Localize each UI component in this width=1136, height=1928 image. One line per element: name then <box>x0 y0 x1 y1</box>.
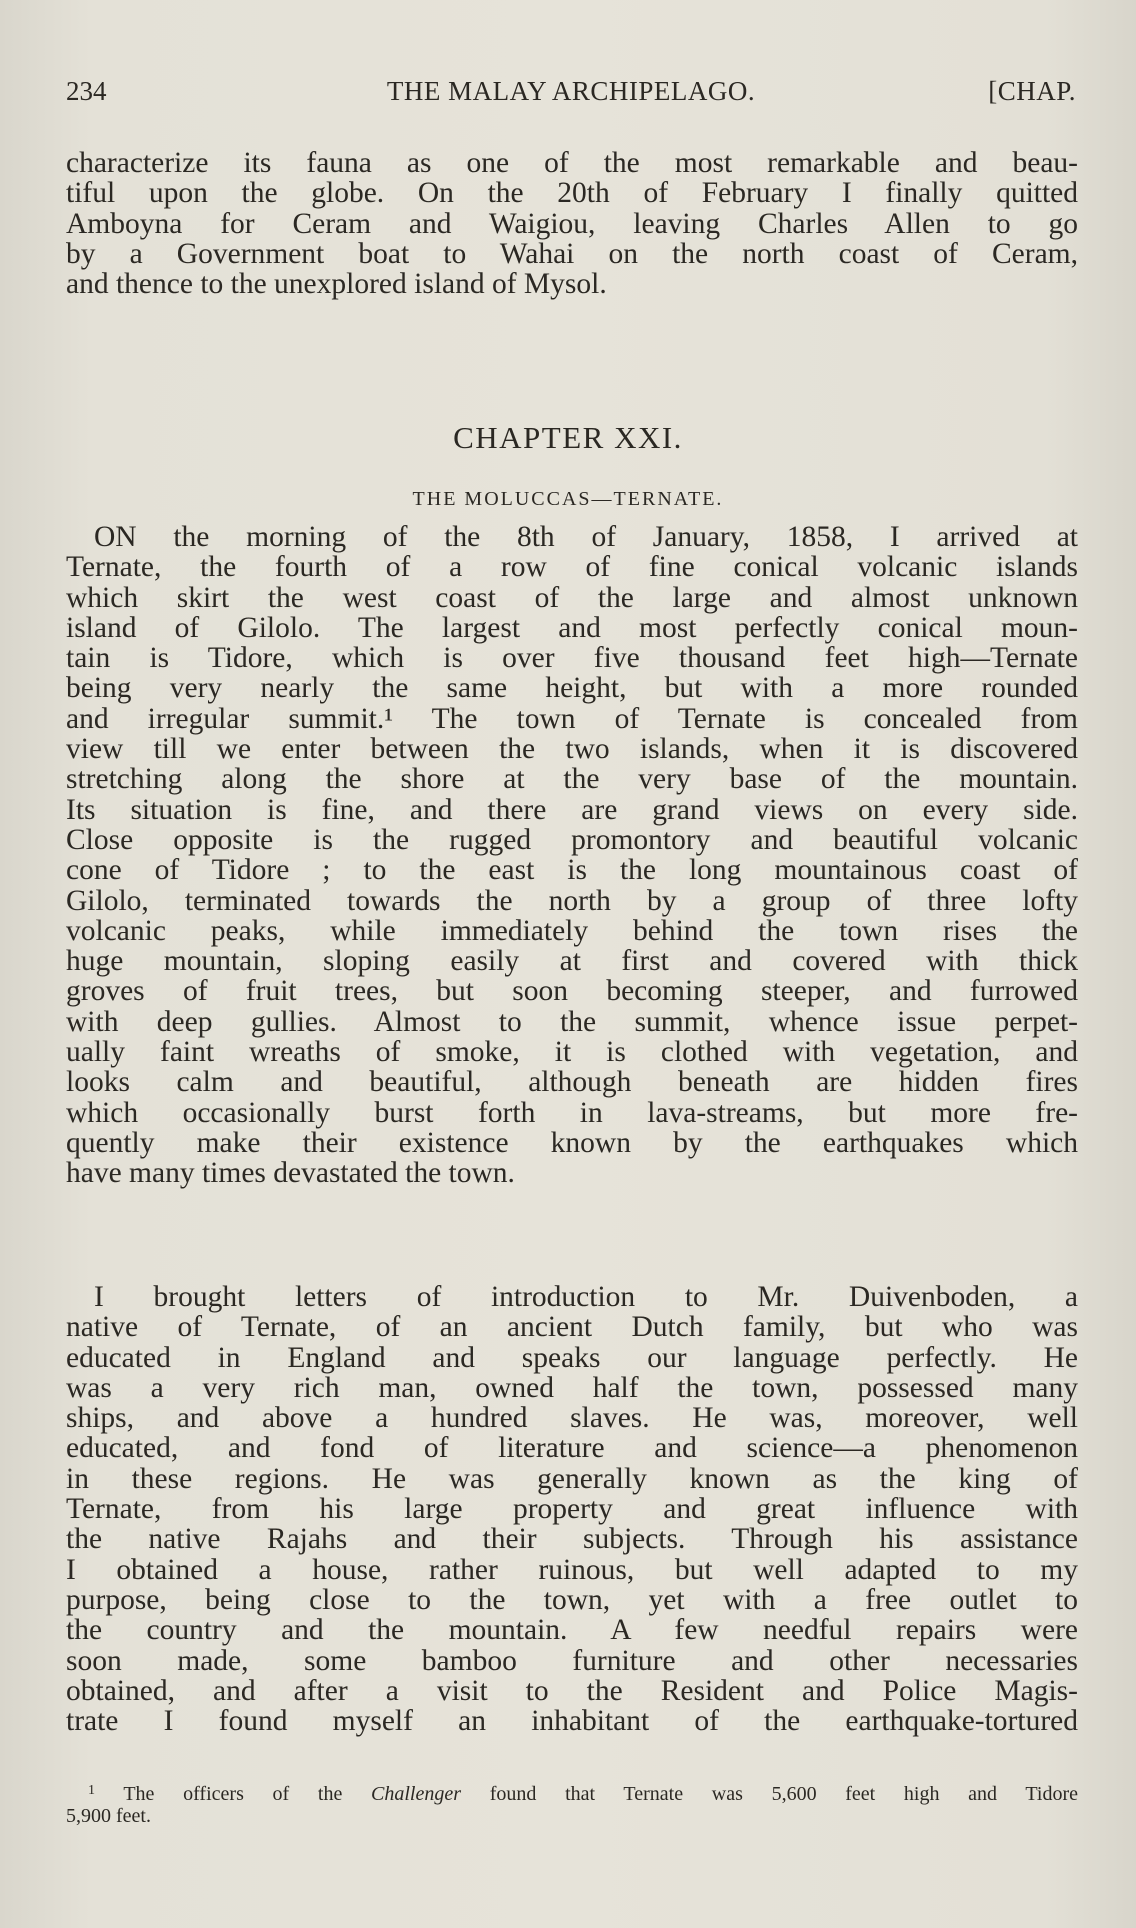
footnote-text-post: found that Ternate was 5,600 feet high and Tidore <box>461 1783 1078 1805</box>
continued-paragraph <box>66 148 1078 299</box>
text-line: view till we enter between the two islands, when it is discovered <box>66 733 1078 766</box>
chapter-subtitle: THE MOLUCCAS—TERNATE. <box>412 488 724 510</box>
text-line: educated in England and speaks our language perfectly. He <box>66 1341 1078 1374</box>
text-line: and irregular summit.¹ The town of Ternate is concealed from <box>66 702 1078 735</box>
chapter-mark: [CHAP. <box>988 76 1076 106</box>
text-line: with deep gullies. Almost to the summit, whence issue perpet- <box>66 1005 1078 1038</box>
chapter-title: CHAPTER XXI. <box>453 420 683 455</box>
text-line: I brought letters of introduction to Mr. Duivenboden, a <box>94 1281 1078 1313</box>
text-line: tain is Tidore, which is over five thousand feet high—Ternate <box>66 642 1078 675</box>
text-line: which skirt the west coast of the large and almost unknown <box>66 581 1078 614</box>
text-line: I obtained a house, rather ruinous, but well adapted to my <box>66 1553 1078 1586</box>
text-line: ships, and above a hundred slaves. He was, moreover, well <box>66 1402 1078 1435</box>
text-line: the native Rajahs and their subjects. Through his assistance <box>66 1523 1078 1556</box>
text-line: Amboyna for Ceram and Waigiou, leaving Charles Allen to go <box>66 207 1078 240</box>
page-number: 234 <box>66 76 107 106</box>
text-line: was a very rich man, owned half the town, possessed many <box>66 1371 1078 1404</box>
text-line: cone of Tidore ; to the east is the long mountainous coast of <box>66 854 1078 887</box>
text-line: huge mountain, sloping easily at first and covered with thick <box>66 945 1078 978</box>
text-line: Its situation is fine, and there are grand views on every side. <box>66 793 1078 826</box>
text-line: volcanic peaks, while immediately behind the town rises the <box>66 914 1078 947</box>
footnote-text-pre: The officers of the <box>123 1783 372 1805</box>
text-line: purpose, being close to the town, yet with a free outlet to <box>66 1583 1078 1616</box>
text-line: Gilolo, terminated towards the north by a group of three lofty <box>66 884 1078 917</box>
opening-paragraph <box>66 522 1078 1189</box>
text-line: island of Gilolo. The largest and most perfectly conical moun- <box>66 611 1078 644</box>
text-line: quently make their existence known by the earthquakes which <box>66 1126 1078 1159</box>
text-line: have many times devastated the town. <box>66 1157 515 1190</box>
footnote-line: 5,900 feet. <box>66 1805 151 1827</box>
text-line: native of Ternate, of an ancient Dutch family, but who was <box>66 1311 1078 1344</box>
text-line: ON the morning of the 8th of January, 1858, I arrived at <box>94 521 1078 553</box>
text-line: Ternate, from his large property and great influence with <box>66 1493 1078 1526</box>
text-line: characterize its fauna as one of the most remarkable and beau- <box>66 147 1078 179</box>
text-line: Close opposite is the rugged promontory and beautiful volcanic <box>66 823 1078 856</box>
text-line: in these regions. He was generally known as the king of <box>66 1462 1078 1495</box>
text-line: which occasionally burst forth in lava-streams, but more fre- <box>66 1096 1078 1129</box>
second-paragraph <box>66 1282 1078 1736</box>
text-line: tiful upon the globe. On the 20th of February I finally quitted <box>66 177 1078 210</box>
text-line: being very nearly the same height, but with a more rounded <box>66 672 1078 705</box>
running-header <box>66 76 1076 116</box>
text-line: soon made, some bamboo furniture and other necessaries <box>66 1644 1078 1677</box>
footnote-marker: 1 <box>88 1783 95 1798</box>
text-line: groves of fruit trees, but soon becoming steeper, and furrowed <box>66 975 1078 1008</box>
running-title: THE MALAY ARCHIPELAGO. <box>386 76 756 106</box>
text-line: educated, and fond of literature and science—a phenomenon <box>66 1432 1078 1465</box>
text-line: and thence to the unexplored island of Mysol. <box>66 268 607 301</box>
footnote <box>66 1780 1078 1827</box>
text-line: Ternate, the fourth of a row of fine conical volcanic islands <box>66 551 1078 584</box>
text-line: the country and the mountain. A few needful repairs were <box>66 1614 1078 1647</box>
text-line: by a Government boat to Wahai on the north coast of Ceram, <box>66 237 1078 270</box>
text-line: looks calm and beautiful, although beneath are hidden fires <box>66 1066 1078 1099</box>
text-line: stretching along the shore at the very base of the mountain. <box>66 763 1078 796</box>
text-line: trate I found myself an inhabitant of the earthquake-tortured <box>66 1705 1078 1738</box>
footnote-line <box>66 1780 1078 1805</box>
text-line: obtained, and after a visit to the Resident and Police Magis- <box>66 1674 1078 1707</box>
footnote-ship-name: Challenger <box>371 1783 462 1805</box>
text-line: ually faint wreaths of smoke, it is clothed with vegetation, and <box>66 1036 1078 1069</box>
